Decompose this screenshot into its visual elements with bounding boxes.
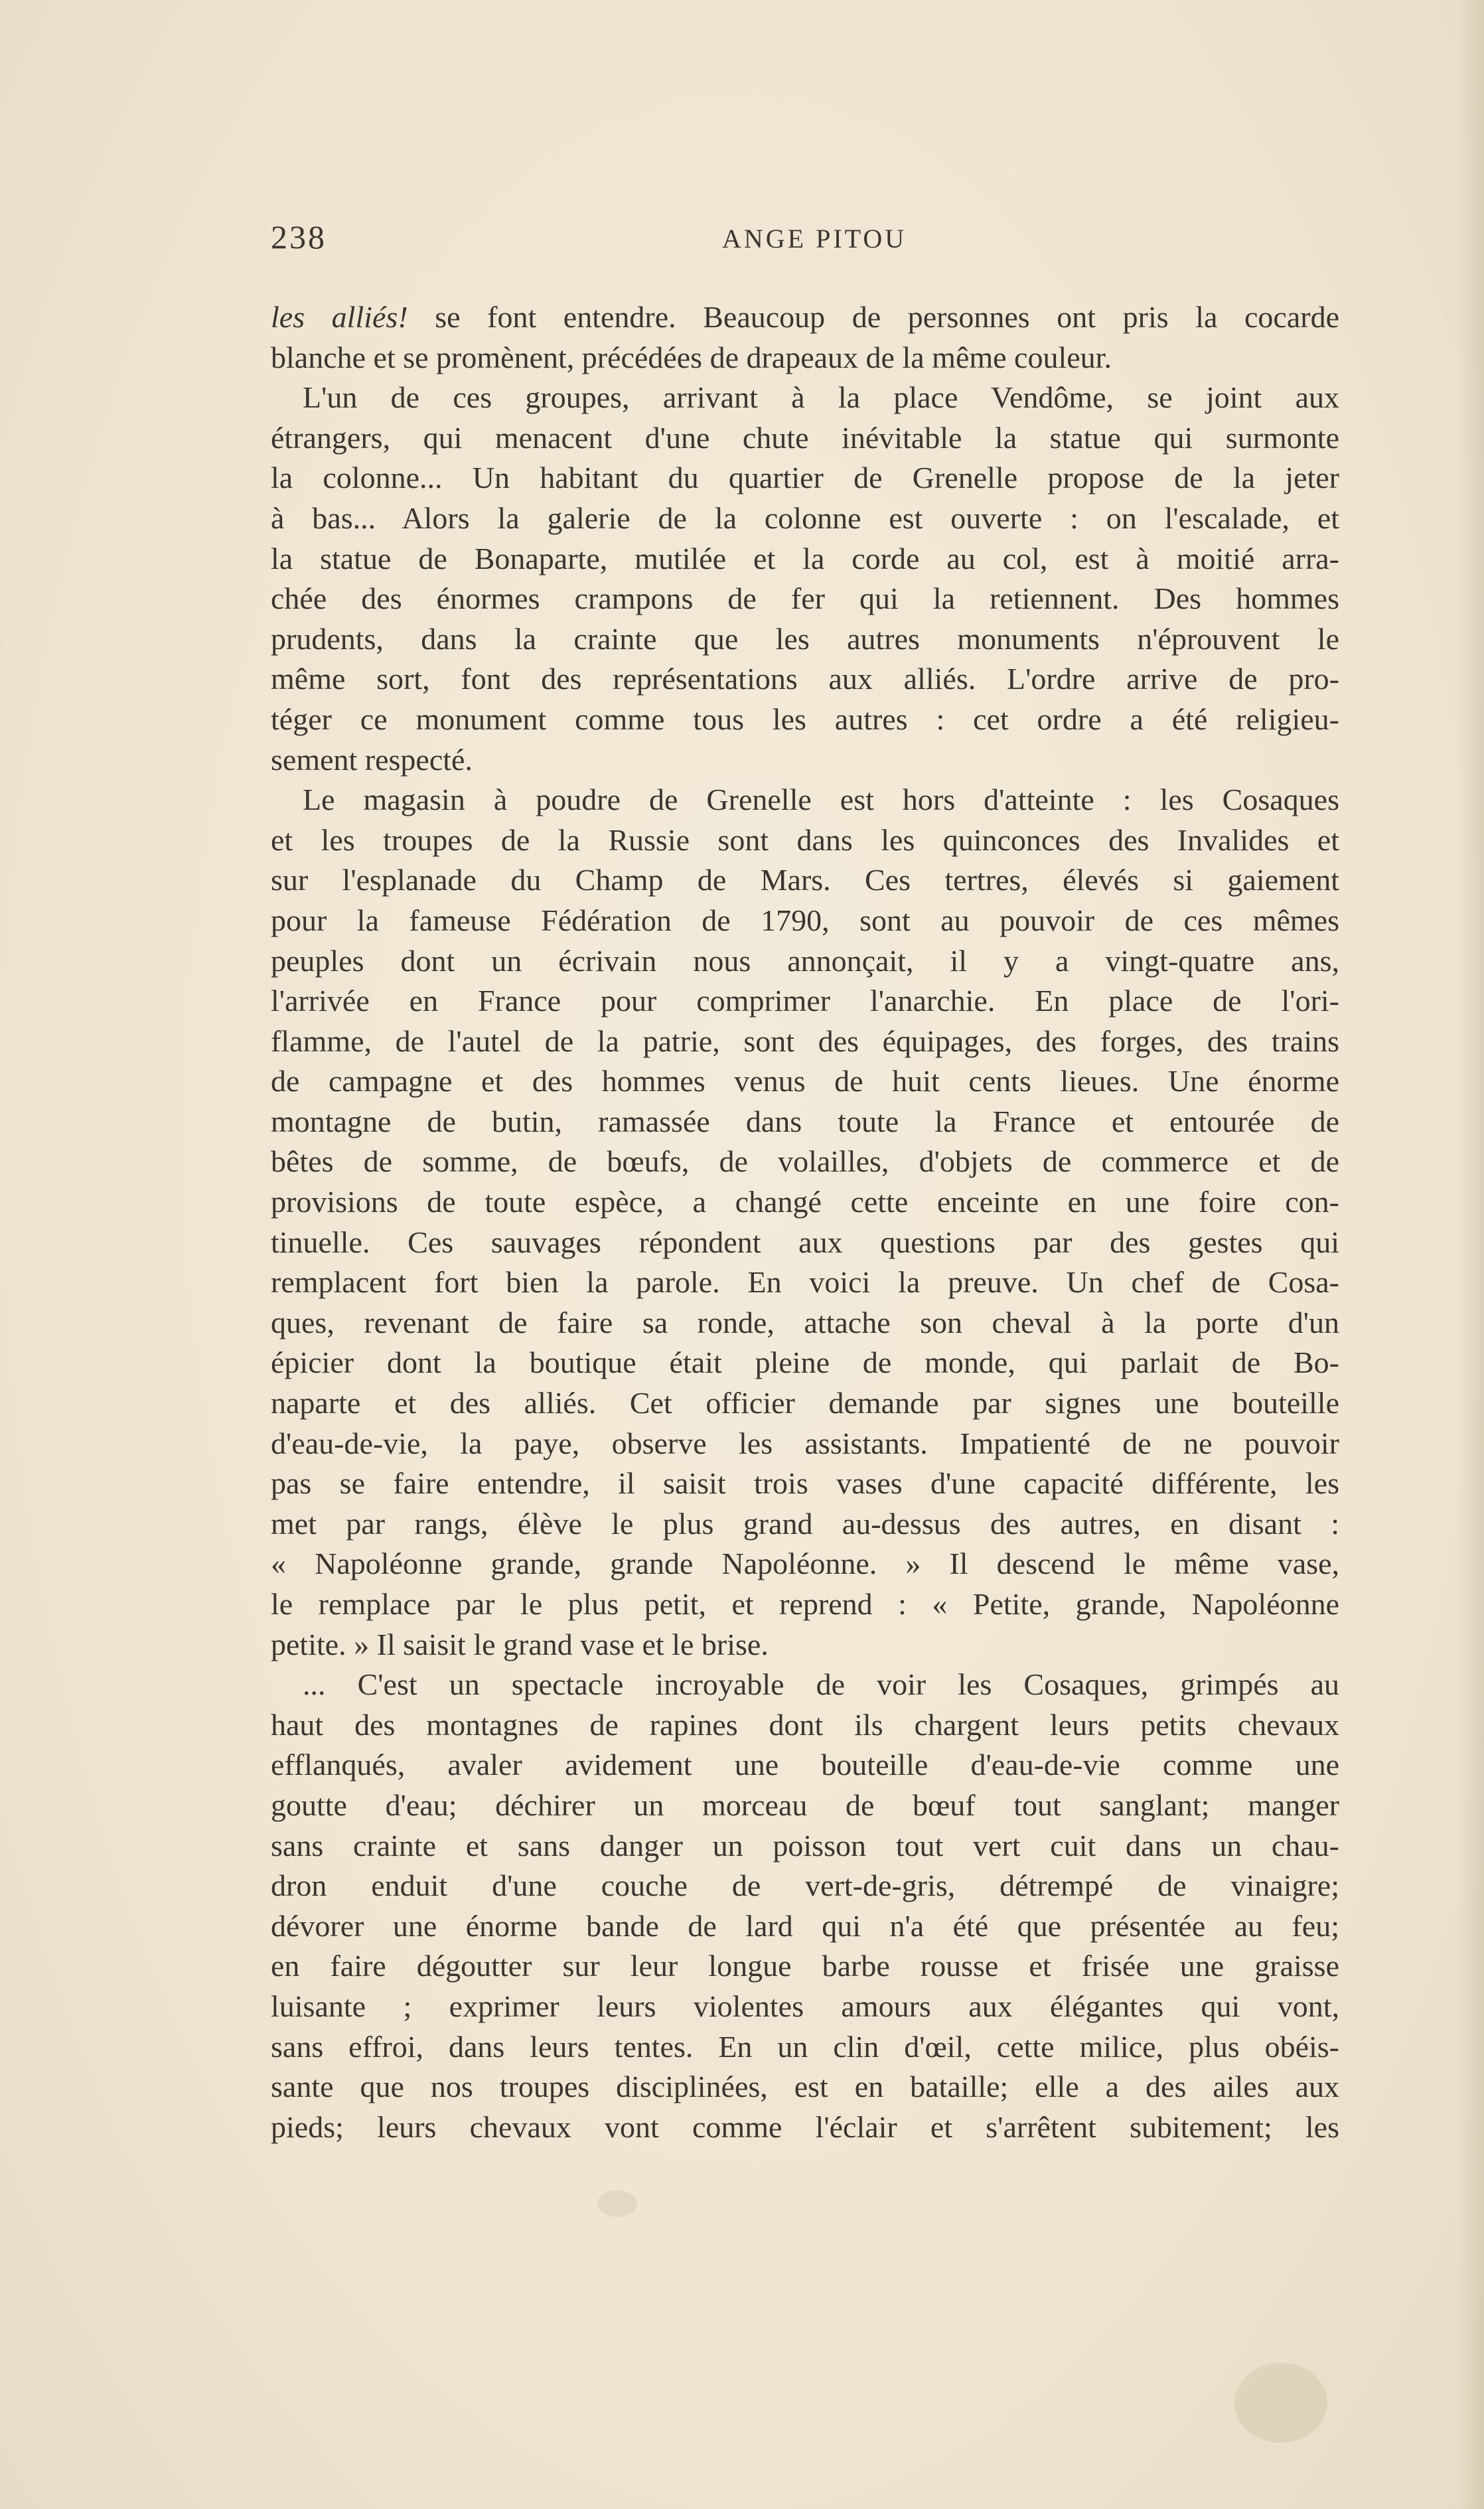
text-line: ques, revenant de faire sa ronde, attache son cheval à la porte d'un [271, 1305, 1339, 1339]
text-line: l'arrivée en France pour comprimer l'anarchie. En place de l'ori- [271, 984, 1339, 1018]
text-line: Le magasin à poudre de Grenelle est hors d'atteinte : les Cosaques [303, 783, 1339, 817]
text-line: la statue de Bonaparte, mutilée et la corde au col, est à moitié arra- [271, 541, 1339, 575]
text-line: peuples dont un écrivain nous annonçait, il y a vingt-quatre ans, [271, 943, 1339, 978]
text-line: d'eau-de-vie, la paye, observe les assistants. Impatienté de ne pouvoir [271, 1426, 1339, 1460]
text-line: sans crainte et sans danger un poisson tout vert cuit dans un chau- [271, 1828, 1339, 1863]
text-line: flamme, de l'autel de la patrie, sont des équipages, des forges, des trains [271, 1024, 1339, 1058]
text-line: pas se faire entendre, il saisit trois vases d'une capacité différente, les [271, 1466, 1339, 1501]
text-line: L'un de ces groupes, arrivant à la place Vendôme, se joint aux [303, 380, 1339, 415]
text-line: met par rangs, élève le plus grand au-dessus des autres, en disant : [271, 1506, 1339, 1541]
text-line: chée des énormes crampons de fer qui la retiennent. Des hommes [271, 581, 1339, 616]
text-line: goutte d'eau; déchirer un morceau de bœuf tout sanglant; manger [271, 1787, 1339, 1822]
text-line: tinuelle. Ces sauvages répondent aux questions par des gestes qui [271, 1225, 1339, 1259]
running-title: ANGE PITOU [722, 224, 907, 254]
text-line: luisante ; exprimer leurs violentes amours aux élégantes qui vont, [271, 1989, 1339, 2023]
body-text [271, 297, 1339, 2147]
text-line: de campagne et des hommes venus de huit cents lieues. Une énorme [271, 1064, 1339, 1099]
page-header [271, 211, 1339, 264]
text-line: dron enduit d'une couche de vert-de-gris, détrempé de vinaigre; [271, 1868, 1339, 1903]
text-line: la colonne... Un habitant du quartier de Grenelle propose de la jeter [271, 461, 1339, 495]
text-line: provisions de toute espèce, a changé cette enceinte en une foire con- [271, 1185, 1339, 1219]
text-line: sante que nos troupes disciplinées, est en bataille; elle a des ailes aux [271, 2070, 1339, 2104]
text-line-rest: se font entendre. Beaucoup de personnes ont pris la cocarde [408, 300, 1339, 334]
text-line: dévorer une énorme bande de lard qui n'a été que présentée au feu; [271, 1908, 1339, 1943]
text-line: pieds; leurs chevaux vont comme l'éclair et s'arrêtent subitement; les [271, 2109, 1339, 2144]
text-line: haut des montagnes de rapines dont ils chargent leurs petits chevaux [271, 1707, 1339, 1742]
page-number: 238 [271, 218, 327, 256]
text-line: le remplace par le plus petit, et reprend : « Petite, grande, Napoléonne [271, 1587, 1339, 1621]
text-line: pour la fameuse Fédération de 1790, sont au pouvoir de ces mêmes [271, 903, 1339, 937]
paper-stain [1234, 2363, 1327, 2443]
text-line: blanche et se promènent, précédées de drapeaux de la même couleur. [271, 340, 1112, 374]
page-edge-shadow [1457, 0, 1484, 2509]
text-line: à bas... Alors la galerie de la colonne est ouverte : on l'escalade, et [271, 500, 1339, 535]
paper-stain [597, 2190, 637, 2217]
text-line: étrangers, qui menacent d'une chute inévitable la statue qui surmonte [271, 420, 1339, 455]
text-line: même sort, font des représentations aux alliés. L'ordre arrive de pro- [271, 662, 1339, 696]
text-line: prudents, dans la crainte que les autres monuments n'éprouvent le [271, 621, 1339, 656]
text-line: efflanqués, avaler avidement une bouteille d'eau-de-vie comme une [271, 1748, 1339, 1782]
text-line: sement respecté. [271, 742, 473, 777]
text-line: naparte et des alliés. Cet officier demande par signes une bouteille [271, 1386, 1339, 1420]
text-line: sans effroi, dans leurs tentes. En un clin d'œil, cette milice, plus obéis- [271, 2029, 1339, 2064]
italic-phrase: les alliés! [271, 300, 408, 334]
text-line: ... C'est un spectacle incroyable de voir les Cosaques, grimpés au [303, 1667, 1339, 1702]
text-line: en faire dégoutter sur leur longue barbe rousse et frisée une graisse [271, 1949, 1339, 1983]
text-line: « Napoléonne grande, grande Napoléonne. » Il descend le même vase, [271, 1547, 1339, 1581]
text-line: sur l'esplanade du Champ de Mars. Ces tertres, élevés si gaiement [271, 863, 1339, 897]
text-line: bêtes de somme, de bœufs, de volailles, d'objets de commerce et de [271, 1144, 1339, 1179]
text-line: remplacent fort bien la parole. En voici la preuve. Un chef de Cosa- [271, 1265, 1339, 1300]
text-line: montagne de butin, ramassée dans toute la France et entourée de [271, 1104, 1339, 1138]
text-line [271, 297, 1339, 338]
text-line: épicier dont la boutique était pleine de monde, qui parlait de Bo- [271, 1345, 1339, 1380]
text-line: téger ce monument comme tous les autres : cet ordre a été religieu- [271, 702, 1339, 736]
text-line: petite. » Il saisit le grand vase et le brise. [271, 1627, 769, 1661]
text-line: et les troupes de la Russie sont dans les quinconces des Invalides et [271, 822, 1339, 857]
